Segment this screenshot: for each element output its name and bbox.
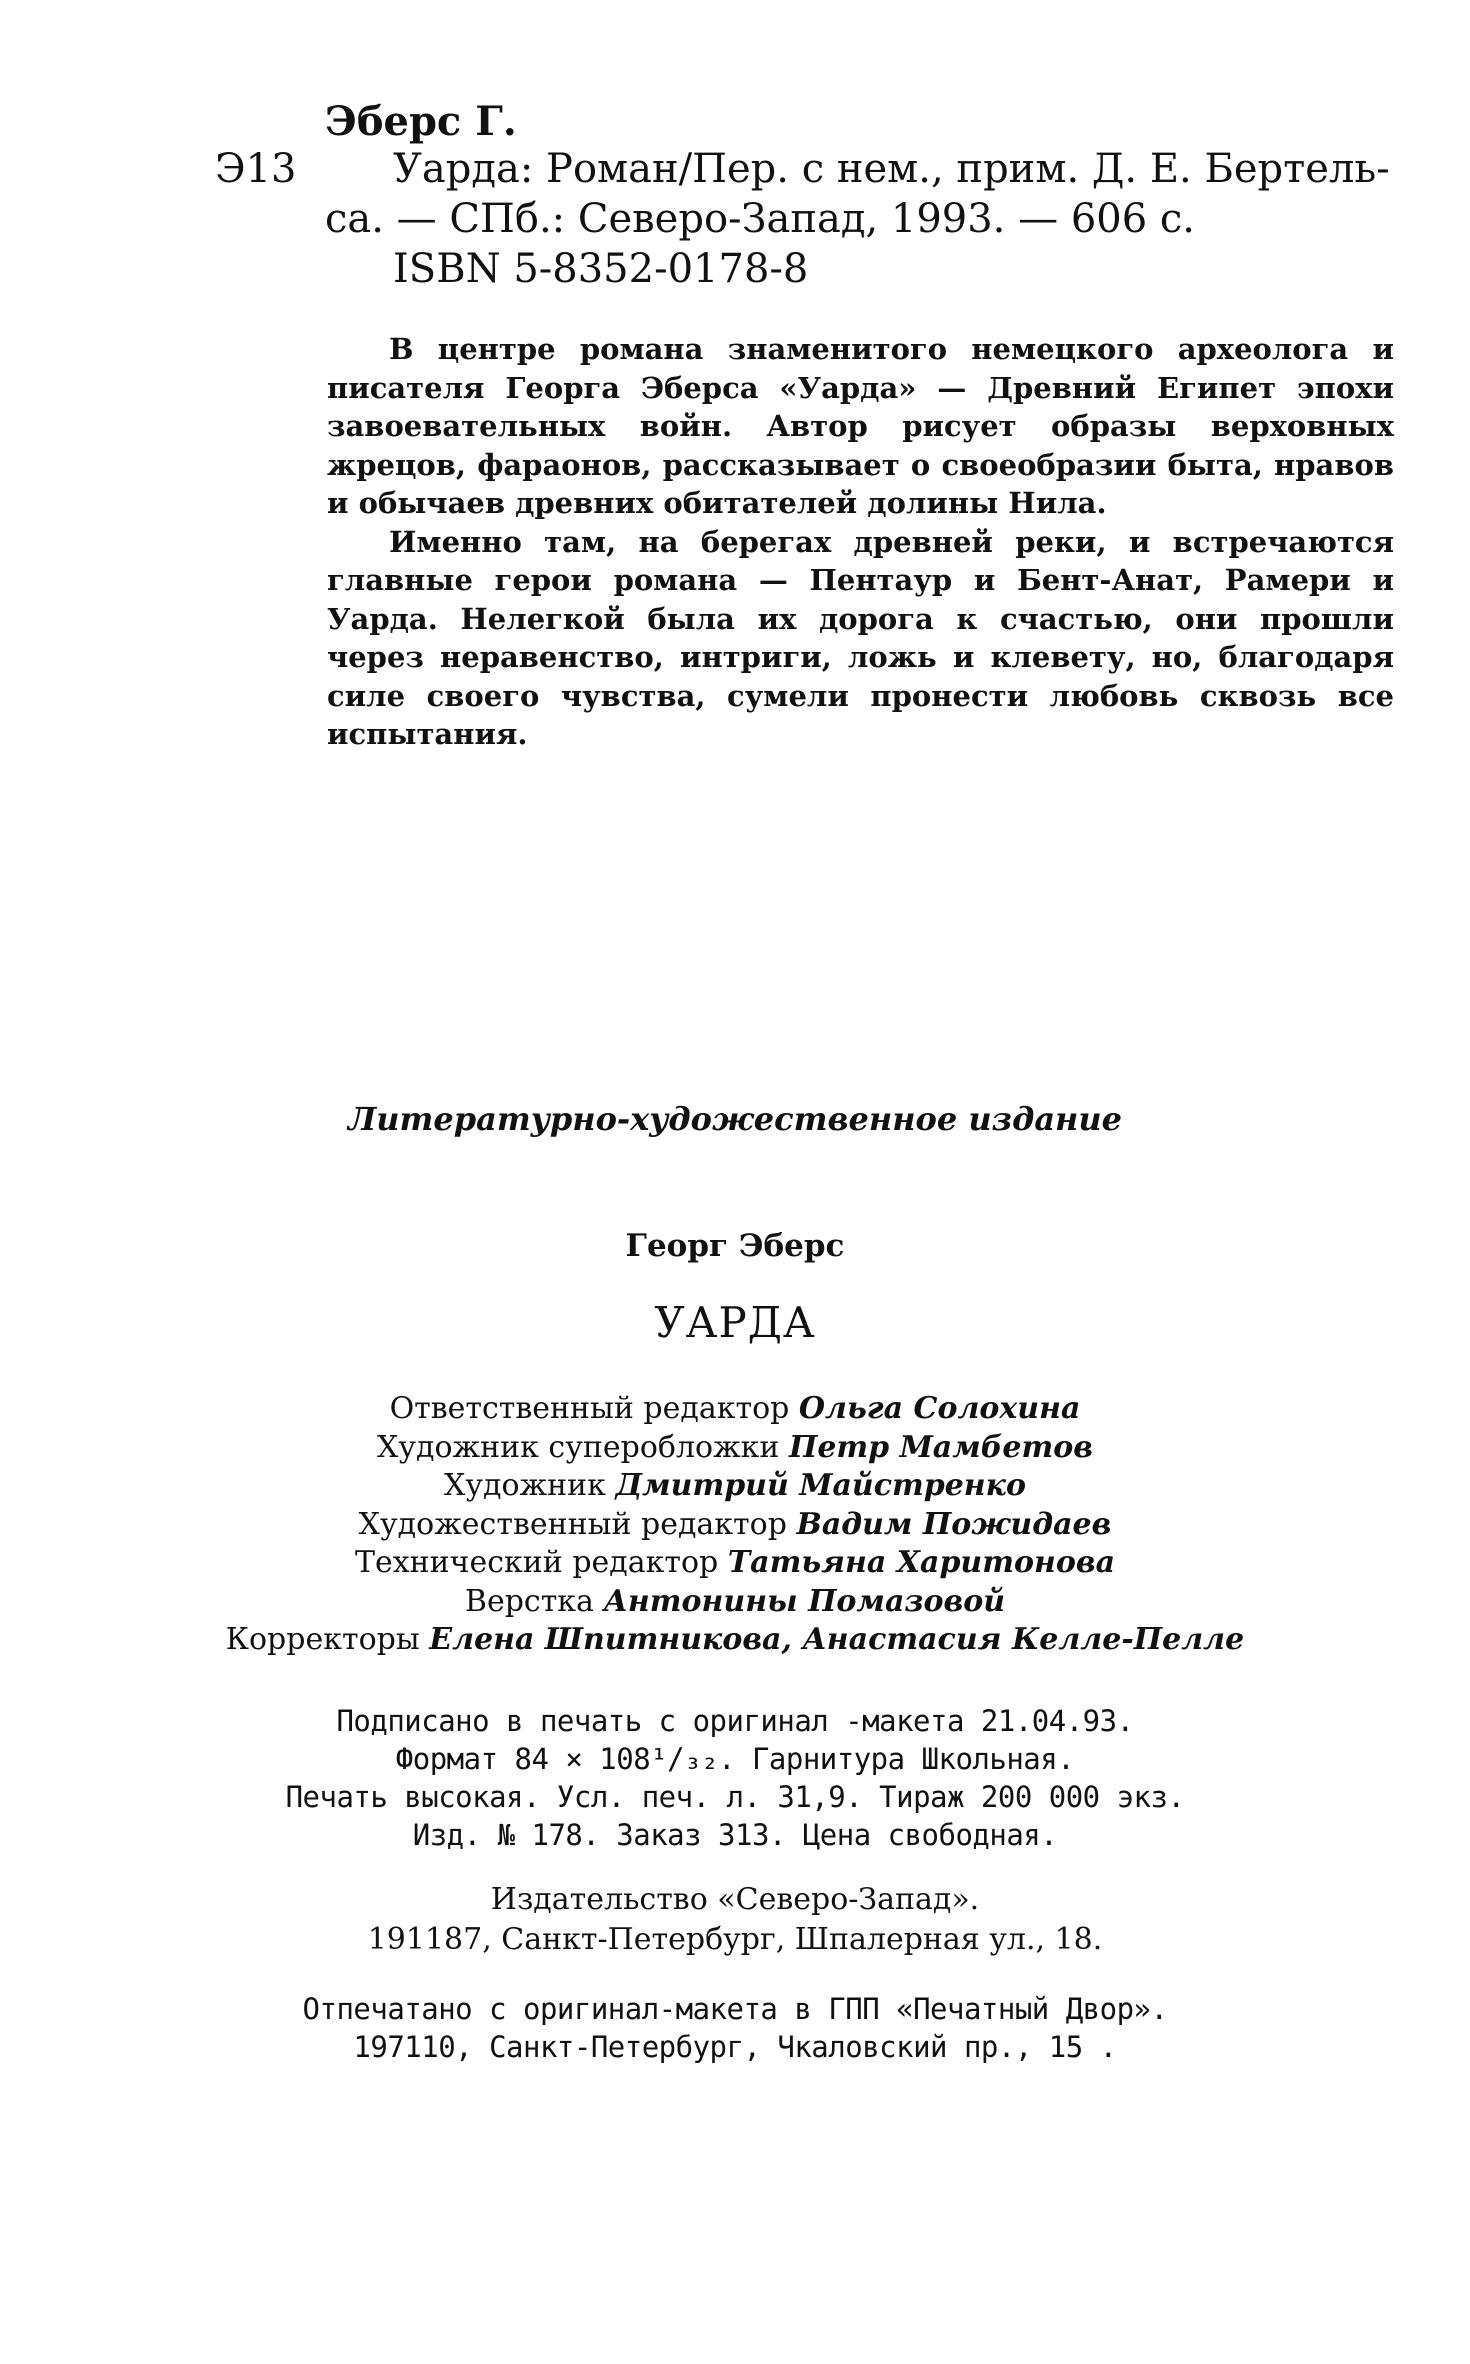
credit-name: Антонины Помазовой — [603, 1583, 1006, 1619]
credit-name: Петр Мамбетов — [788, 1429, 1093, 1465]
publisher-line: 191187, Санкт-Петербург, Шпалерная ул., 18. — [367, 1922, 1103, 1957]
printer-line: Отпечатано с оригинал-макета в ГПП «Печатный Двор». — [302, 1992, 1168, 2026]
imprint-title: УАРДА — [654, 1298, 816, 1347]
credit-role: Художник — [444, 1468, 606, 1503]
credit-row — [0, 1544, 1470, 1583]
credit-role: Ответственный редактор — [389, 1391, 790, 1426]
print-specifications — [0, 1702, 1470, 1854]
edition-type: Литературно-художественное издание — [347, 1100, 1122, 1138]
credit-row — [0, 1583, 1470, 1622]
catalog-code: Э13 — [215, 146, 297, 192]
credit-role: Верстка — [464, 1583, 594, 1619]
credit-row — [0, 1506, 1470, 1545]
spec-line: Формат 84 × 108¹/₃₂. Гарнитура Школьная. — [395, 1742, 1075, 1776]
credit-row — [0, 1429, 1470, 1468]
credit-name: Дмитрий Майстренко — [615, 1468, 1026, 1503]
credit-role: Корректоры — [225, 1622, 420, 1657]
spec-line: Печать высокая. Усл. печ. л. 31,9. Тираж 200 000 экз. — [285, 1780, 1185, 1814]
credits-list — [0, 1390, 1470, 1660]
catalog-isbn: ISBN 5-8352-0178-8 — [393, 246, 809, 292]
annotation-paragraph: В центре романа знаменитого немецкого археолога и писателя Георга Эберса «Уарда» — Древний Египет эпохи завоевательных войн. Автор рисует образы верховных жрецов, фараонов, рассказывает о своеобразии быта, нравов и обычаев древних обитателей долины Нила. — [327, 332, 1394, 520]
spec-line: Изд. № 178. Заказ 313. Цена свободная. — [412, 1818, 1058, 1852]
credit-name: Вадим Пожидаев — [796, 1506, 1112, 1542]
credit-name: Елена Шпитникова, Анастасия Келле-Пелле — [429, 1622, 1245, 1657]
catalog-title-line: Уарда: Роман/Пер. с нем., прим. Д. Е. Бертель- — [393, 146, 1390, 192]
printer-info — [0, 1990, 1470, 2066]
catalog-publication-line: са. — СПб.: Северо-Запад, 1993. — 606 с. — [325, 196, 1195, 242]
spec-line: Подписано в печать с оригинал -макета 21.04.93. — [336, 1704, 1134, 1738]
publisher-line: Издательство «Северо-Запад». — [490, 1882, 980, 1917]
printer-line: 197110, Санкт-Петербург, Чкаловский пр., 15 . — [353, 2030, 1117, 2064]
credit-row — [0, 1467, 1470, 1506]
imprint-author: Георг Эберс — [625, 1228, 845, 1264]
annotation-paragraph: Именно там, на берегах древней реки, и встречаются главные герои романа — Пентаур и Бент-Анат, Рамери и Уарда. Нелегкой была их дорога к счастью, они прошли через неравенство, интриги, ложь и клевету, но, благодаря силе своего чувства, сумели пронести любовь сквозь все испытания. — [327, 524, 1394, 751]
catalog-author: Эберс Г. — [325, 98, 517, 145]
publisher-info — [0, 1880, 1470, 1960]
credit-name: Татьяна Харитонова — [727, 1545, 1116, 1580]
credit-role: Художник суперобложки — [377, 1429, 780, 1465]
annotation — [327, 330, 1394, 754]
credit-row — [0, 1621, 1470, 1660]
credit-role: Художественный редактор — [358, 1506, 787, 1542]
credit-role: Технический редактор — [354, 1545, 719, 1580]
credit-name: Ольга Солохина — [798, 1391, 1081, 1426]
credit-row — [0, 1390, 1470, 1429]
